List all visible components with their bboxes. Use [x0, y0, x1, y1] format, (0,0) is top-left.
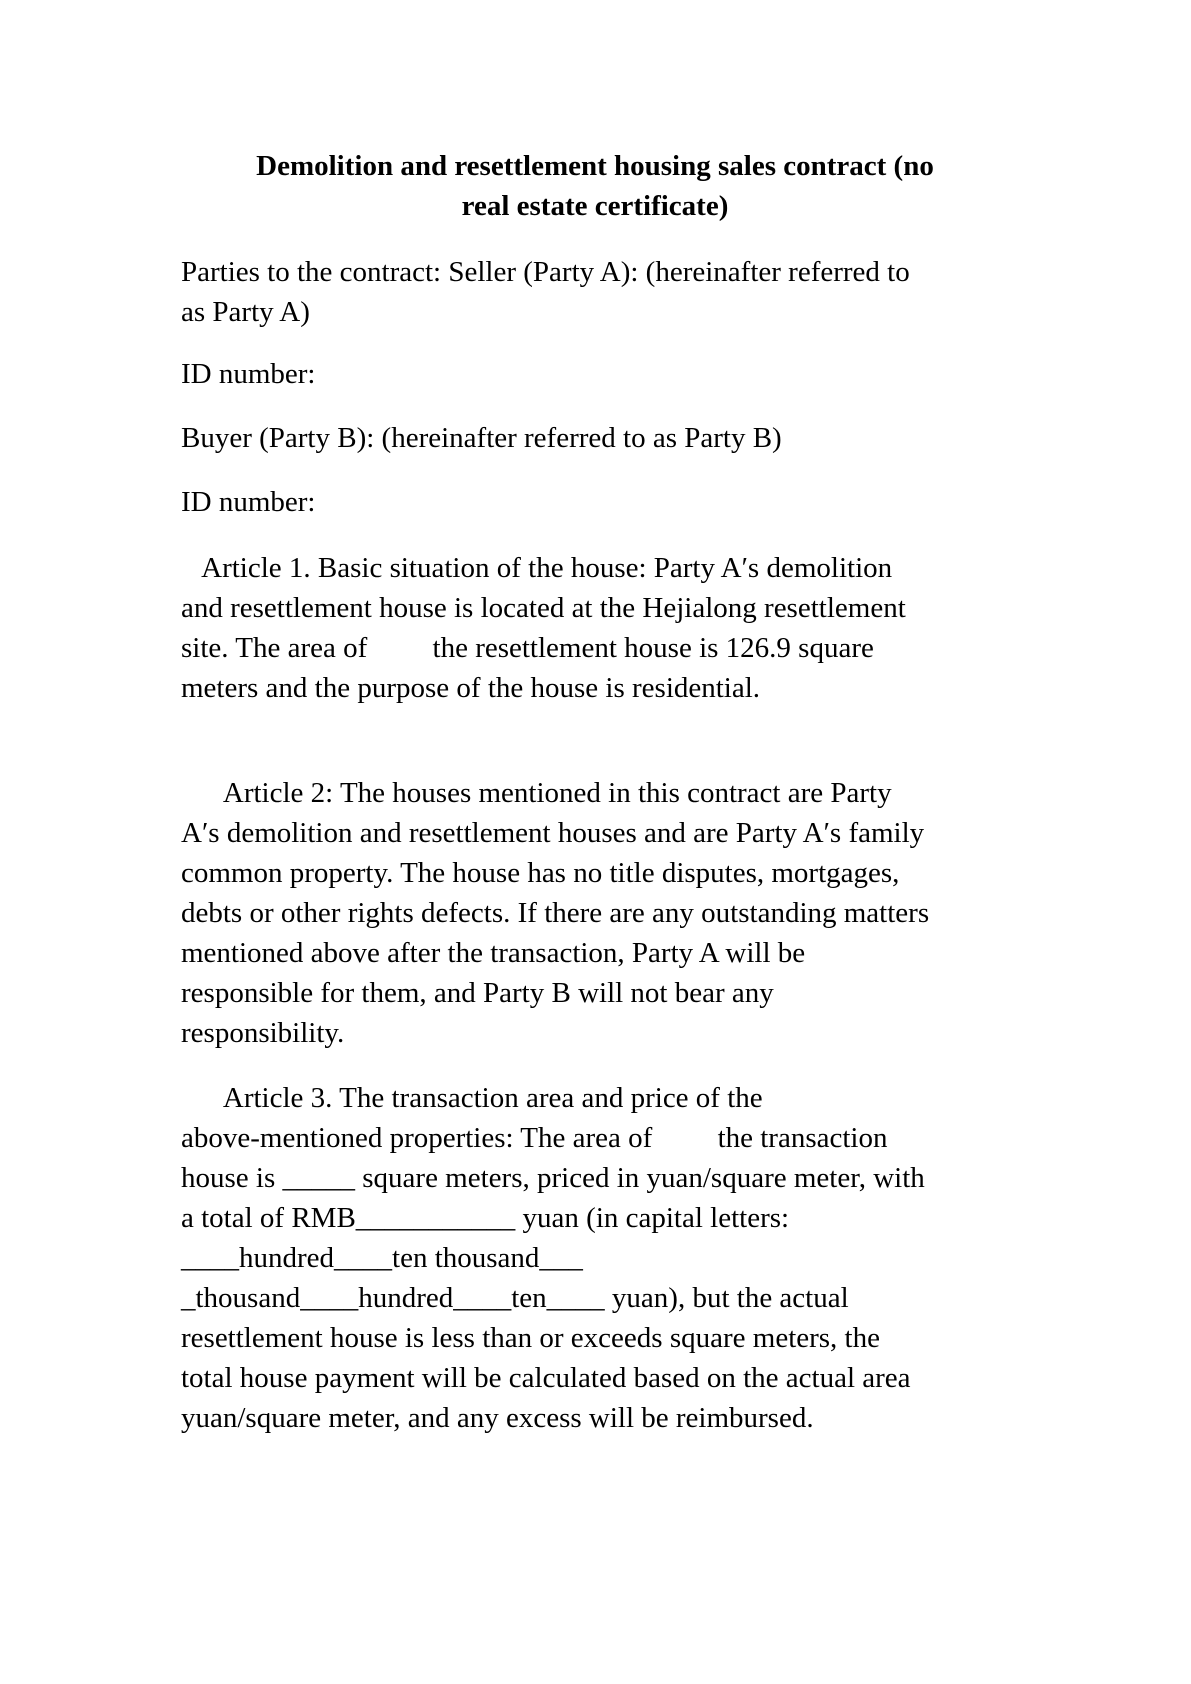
text-line: common property. The house has no title disputes, mortgages, — [181, 857, 900, 889]
text-line: total house payment will be calculated based on the actual area — [181, 1362, 911, 1394]
seller-id-paragraph — [181, 354, 1021, 394]
text-line: resettlement house is less than or exceeds square meters, the — [181, 1322, 880, 1354]
text-line: and resettlement house is located at the Hejialong resettlement — [181, 592, 906, 624]
text-line: debts or other rights defects. If there are any outstanding matters — [181, 897, 930, 929]
text-line: yuan/square meter, and any excess will be reimbursed. — [181, 1402, 814, 1434]
text-line: meters and the purpose of the house is residential. — [181, 672, 761, 704]
text-line: mentioned above after the transaction, Party A will be — [181, 937, 806, 969]
text-line: ____hundred____ten thousand___ — [181, 1242, 583, 1274]
text-line: above-mentioned properties: The area of the transaction — [181, 1122, 888, 1154]
text-line: _thousand____hundred____ten____ yuan), but the actual — [181, 1282, 849, 1314]
document-title — [180, 146, 1010, 226]
article-3 — [181, 1078, 1021, 1438]
text-line: Article 2: The houses mentioned in this contract are Party — [181, 777, 892, 809]
text-line: Buyer (Party B): (hereinafter referred to as Party B) — [181, 422, 782, 454]
text-line: Parties to the contract: Seller (Party A): (hereinafter referred to — [181, 256, 910, 288]
article-1 — [181, 548, 1021, 708]
text-line: Article 1. Basic situation of the house: Party A′s demolition — [181, 552, 893, 584]
text-line: A′s demolition and resettlement houses and are Party A′s family — [181, 817, 925, 849]
text-line: Article 3. The transaction area and price of the — [181, 1082, 763, 1114]
text-line: house is _____ square meters, priced in yuan/square meter, with — [181, 1162, 925, 1194]
text-line: responsible for them, and Party B will not bear any — [181, 977, 774, 1009]
text-line: site. The area of the resettlement house is 126.9 square — [181, 632, 874, 664]
text-line: ID number: — [181, 486, 316, 518]
title-line: Demolition and resettlement housing sales contract (no — [256, 150, 934, 182]
seller-paragraph — [181, 252, 1021, 332]
text-line: responsibility. — [181, 1017, 345, 1049]
text-line: as Party A) — [181, 296, 310, 328]
title-line: real estate certificate) — [461, 190, 729, 222]
article-2 — [181, 773, 1021, 1053]
text-line: a total of RMB___________ yuan (in capital letters: — [181, 1202, 790, 1234]
text-line: ID number: — [181, 358, 316, 390]
buyer-id-paragraph — [181, 482, 1021, 522]
buyer-paragraph — [181, 418, 1021, 458]
